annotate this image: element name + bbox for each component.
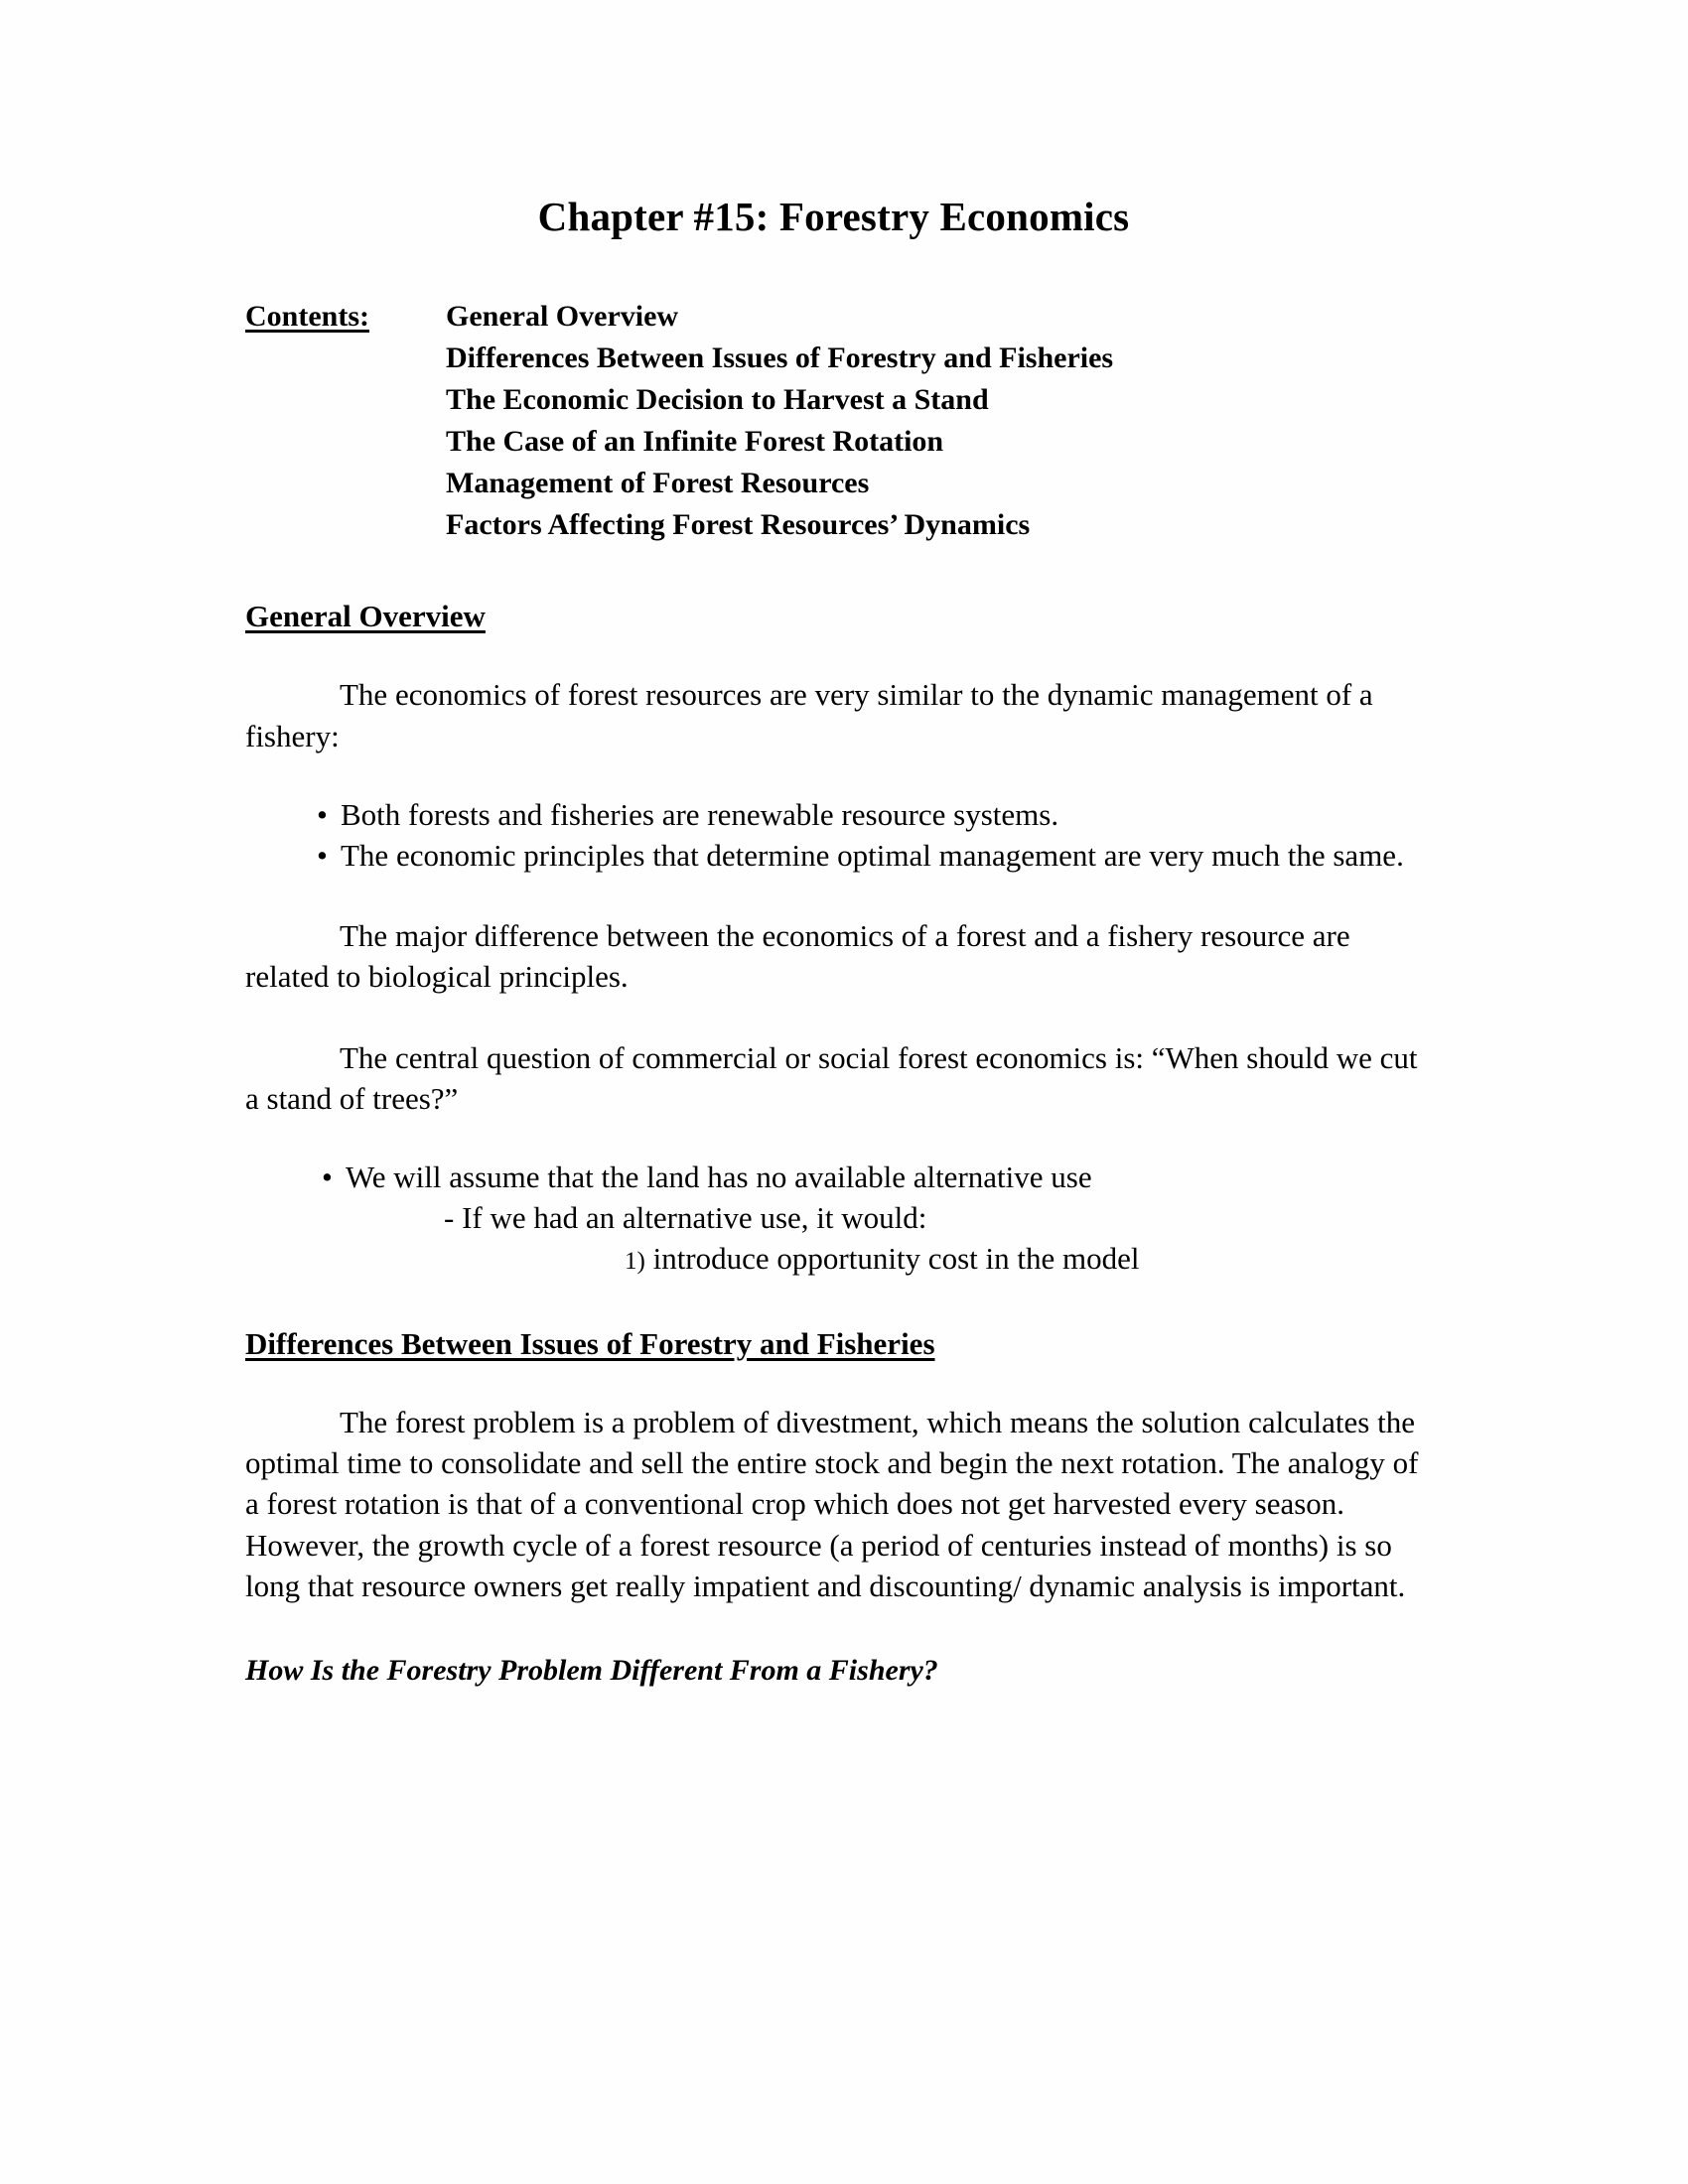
- bullet-icon: •: [317, 837, 328, 873]
- paragraph-central-question: The central question of commercial or social forest economics is: “When should we cut a stand of trees?”: [245, 1039, 1418, 1116]
- contents-block: [245, 296, 1422, 546]
- numbered-list-text: introduce opportunity cost in the model: [652, 1241, 1140, 1277]
- list-item-text: The economic principles that determine optimal management are very much the same.: [341, 837, 1404, 873]
- section-general-overview-header: [245, 598, 1422, 634]
- contents-item: General Overview: [446, 300, 679, 334]
- bullet-list-alternative-use: [245, 1157, 1422, 1197]
- sub-list-item-alternative-use: - If we had an alternative use, it would:: [444, 1200, 927, 1236]
- contents-item: Factors Affecting Forest Resources’ Dynamics: [446, 508, 1031, 542]
- list-item-text: We will assume that the land has no available alternative use: [346, 1160, 1092, 1195]
- section-differences-header: [245, 1325, 1422, 1362]
- page-content: [245, 0, 1422, 1689]
- page-title: Chapter #15: Forestry Economics: [537, 194, 1130, 239]
- paragraph-overview-intro: The economics of forest resources are very similar to the dynamic management of a fishery:: [245, 677, 1373, 753]
- contents-item: Differences Between Issues of Forestry and Fisheries: [446, 341, 1114, 375]
- list-item-text: Both forests and fisheries are renewable resource systems.: [341, 796, 1059, 832]
- numbered-list-item: [245, 1238, 1422, 1279]
- contents-list: [446, 296, 1113, 546]
- paragraph-divestment: The forest problem is a problem of divestment, which means the solution calculates the optimal time to consolidate and sell the entire stock and begin the next rotation. The analogy of a forest rotation is that of a conventional crop which does not get harvested every season. However, the growth cycle of a forest resource (a period of centuries instead of months) is so long that resource owners get really impatient and discounting/ dynamic analysis is important.: [245, 1404, 1419, 1603]
- bullet-list-renewable: [245, 794, 1422, 876]
- section-heading-general-overview: General Overview: [245, 599, 486, 634]
- contents-item: Management of Forest Resources: [446, 467, 870, 500]
- contents-item: The Case of an Infinite Forest Rotation: [446, 425, 944, 459]
- bullet-icon: •: [322, 1160, 333, 1195]
- section-heading-differences: Differences Between Issues of Forestry and Fisheries: [245, 1325, 935, 1361]
- contents-item: The Economic Decision to Harvest a Stand: [446, 383, 989, 417]
- contents-label: Contents:: [245, 300, 369, 334]
- numbered-list-marker: 1): [625, 1248, 645, 1276]
- list-item: [317, 794, 1422, 835]
- list-item: [322, 1157, 1422, 1197]
- list-item: [317, 835, 1422, 876]
- paragraph-major-difference: The major difference between the economics of a forest and a fishery resource are related to biological principles.: [245, 918, 1350, 995]
- subheading-forestry-vs-fishery: How Is the Forestry Problem Different From a Fishery?: [245, 1653, 938, 1687]
- bullet-icon: •: [317, 796, 328, 832]
- subheading-wrap: [245, 1606, 1422, 1689]
